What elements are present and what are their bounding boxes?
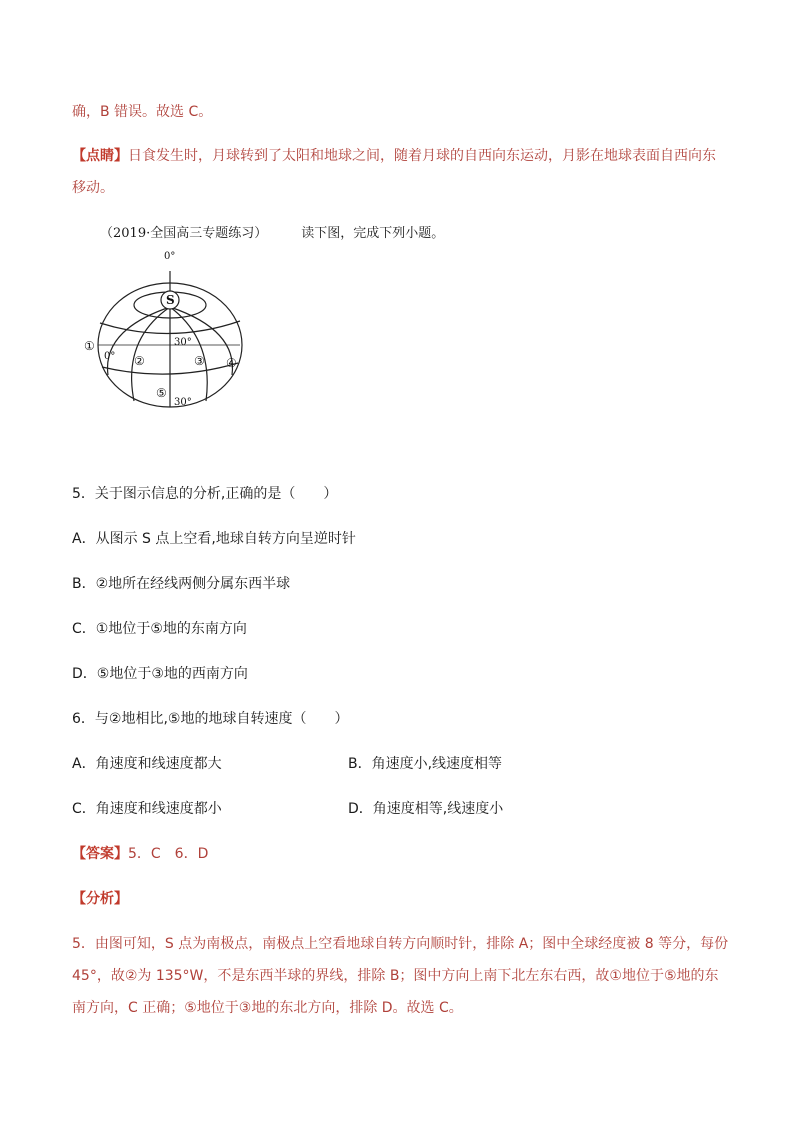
source-ref: （2019·全国高三专题练习）: [100, 226, 268, 241]
answer-tag: 【答案】: [72, 846, 128, 862]
q6-option-a: A．角速度和线速度都大: [72, 756, 222, 772]
answer-line: [72, 844, 208, 864]
pole-label: S: [166, 293, 175, 307]
answer-text: 5．C 6．D: [128, 846, 209, 862]
point-3: ③: [194, 354, 205, 368]
analysis-line-3: 南方向，C 正确；⑤地位于③地的东北方向，排除 D。故选 C。: [72, 1000, 463, 1016]
tip-text-1: 日食发生时，月球转到了太阳和地球之间，随着月球的自西向东运动，月影在地球表面自西向东: [128, 148, 716, 164]
globe-figure: [82, 245, 252, 415]
meridian-label: 0°: [164, 251, 176, 262]
lat-label-2: 30°: [174, 397, 192, 408]
source-instruction: 读下图，完成下列小题。: [301, 226, 445, 241]
analysis-tag: 【分析】: [72, 891, 128, 907]
point-2: ②: [134, 354, 145, 368]
q6-option-b: B．角速度小,线速度相等: [348, 756, 503, 772]
analysis-line-2: 45°，故②为 135°W，不是东西半球的界线，排除 B；图中方向上南下北左东右西，故①地位于⑤地的东: [72, 968, 719, 984]
lat-label-1: 30°: [174, 337, 192, 348]
tip-line-1: [72, 146, 716, 166]
tip-tag: 【点睛】: [72, 148, 128, 164]
q6-option-c: C．角速度和线速度都小: [72, 801, 222, 817]
q5-option-b: B．②地所在经线两侧分属东西半球: [72, 576, 291, 592]
q5-option-d: D．⑤地位于③地的西南方向: [72, 666, 248, 682]
q5-option-c: C．①地位于⑤地的东南方向: [72, 621, 247, 637]
tip-line-2: 移动。: [72, 180, 114, 196]
equator-label: 0°: [104, 351, 116, 362]
point-4: ④: [226, 356, 237, 370]
point-1: ①: [84, 339, 95, 353]
continuation-line: 确，B 错误。故选 C。: [72, 104, 213, 120]
q5-option-a: A．从图示 S 点上空看,地球自转方向呈逆时针: [72, 531, 356, 547]
q5-stem: 5．关于图示信息的分析,正确的是（ ）: [72, 486, 338, 502]
source-line: [100, 224, 444, 244]
point-5: ⑤: [156, 386, 167, 400]
q6-stem: 6．与②地相比,⑤地的地球自转速度（ ）: [72, 711, 349, 727]
analysis-line-1: 5．由图可知，S 点为南极点，南极点上空看地球自转方向顺时针，排除 A；图中全球经度被 8 等分，每份: [72, 936, 729, 952]
q6-option-d: D．角速度相等,线速度小: [348, 801, 504, 817]
